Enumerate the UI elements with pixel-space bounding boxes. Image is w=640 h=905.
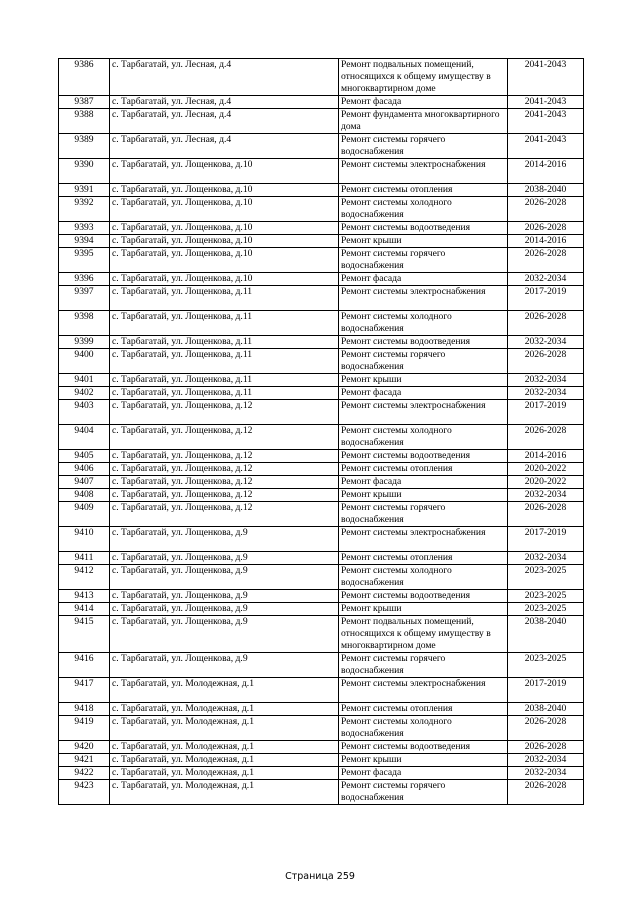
table-row (59, 565, 584, 590)
address-cell: с. Тарбагатай, ул. Молодежная, д.1 (110, 741, 339, 754)
address-cell: с. Тарбагатай, ул. Лощенкова, д.10 (110, 159, 339, 184)
period-cell: 2020-2022 (508, 476, 584, 489)
work-type-cell: Ремонт фасада (339, 387, 508, 400)
row-number: 9420 (59, 741, 110, 754)
work-type-cell: Ремонт фундамента многоквартирного дома (339, 109, 508, 134)
work-type-cell: Ремонт фасада (339, 767, 508, 780)
row-number: 9398 (59, 311, 110, 336)
row-number: 9412 (59, 565, 110, 590)
work-type-cell: Ремонт системы водоотведения (339, 222, 508, 235)
table-row (59, 616, 584, 653)
row-number: 9423 (59, 780, 110, 805)
row-number: 9402 (59, 387, 110, 400)
table-row (59, 235, 584, 248)
table-row (59, 184, 584, 197)
address-cell: с. Тарбагатай, ул. Лощенкова, д.12 (110, 400, 339, 425)
work-type-cell: Ремонт системы горячего водоснабжения (339, 780, 508, 805)
address-cell: с. Тарбагатай, ул. Лощенкова, д.12 (110, 425, 339, 450)
table-row (59, 349, 584, 374)
row-number: 9389 (59, 134, 110, 159)
work-type-cell: Ремонт системы горячего водоснабжения (339, 248, 508, 273)
work-type-cell: Ремонт системы горячего водоснабжения (339, 502, 508, 527)
row-number: 9409 (59, 502, 110, 527)
work-type-cell: Ремонт крыши (339, 235, 508, 248)
row-number: 9390 (59, 159, 110, 184)
work-type-cell: Ремонт фасада (339, 273, 508, 286)
period-cell: 2017-2019 (508, 400, 584, 425)
period-cell: 2017-2019 (508, 286, 584, 311)
row-number: 9391 (59, 184, 110, 197)
table-row (59, 248, 584, 273)
row-number: 9387 (59, 96, 110, 109)
address-cell: с. Тарбагатай, ул. Лощенкова, д.9 (110, 552, 339, 565)
address-cell: с. Тарбагатай, ул. Лощенкова, д.10 (110, 273, 339, 286)
period-cell: 2026-2028 (508, 248, 584, 273)
table-row (59, 159, 584, 184)
address-cell: с. Тарбагатай, ул. Молодежная, д.1 (110, 716, 339, 741)
table-row (59, 678, 584, 703)
period-cell: 2032-2034 (508, 273, 584, 286)
address-cell: с. Тарбагатай, ул. Молодежная, д.1 (110, 678, 339, 703)
period-cell: 2014-2016 (508, 235, 584, 248)
row-number: 9396 (59, 273, 110, 286)
period-cell: 2026-2028 (508, 780, 584, 805)
row-number: 9395 (59, 248, 110, 273)
table-row (59, 197, 584, 222)
address-cell: с. Тарбагатай, ул. Лощенкова, д.10 (110, 197, 339, 222)
period-cell: 2032-2034 (508, 336, 584, 349)
work-type-cell: Ремонт подвальных помещений, относящихся к общему имуществу в многоквартирном доме (339, 616, 508, 653)
period-cell: 2026-2028 (508, 349, 584, 374)
table-body (59, 59, 584, 805)
table-row (59, 754, 584, 767)
period-cell: 2032-2034 (508, 754, 584, 767)
row-number: 9405 (59, 450, 110, 463)
period-cell: 2023-2025 (508, 590, 584, 603)
work-type-cell: Ремонт крыши (339, 603, 508, 616)
address-cell: с. Тарбагатай, ул. Лощенкова, д.9 (110, 565, 339, 590)
work-type-cell: Ремонт системы отопления (339, 463, 508, 476)
address-cell: с. Тарбагатай, ул. Лощенкова, д.11 (110, 311, 339, 336)
period-cell: 2041-2043 (508, 134, 584, 159)
work-type-cell: Ремонт системы электроснабжения (339, 527, 508, 552)
work-type-cell: Ремонт фасада (339, 476, 508, 489)
table-row (59, 767, 584, 780)
address-cell: с. Тарбагатай, ул. Лощенкова, д.12 (110, 502, 339, 527)
table-row (59, 134, 584, 159)
address-cell: с. Тарбагатай, ул. Лощенкова, д.9 (110, 590, 339, 603)
work-type-cell: Ремонт системы холодного водоснабжения (339, 716, 508, 741)
address-cell: с. Тарбагатай, ул. Лощенкова, д.10 (110, 184, 339, 197)
row-number: 9404 (59, 425, 110, 450)
table-row (59, 109, 584, 134)
work-type-cell: Ремонт системы водоотведения (339, 741, 508, 754)
row-number: 9419 (59, 716, 110, 741)
row-number: 9397 (59, 286, 110, 311)
address-cell: с. Тарбагатай, ул. Молодежная, д.1 (110, 780, 339, 805)
address-cell: с. Тарбагатай, ул. Лощенкова, д.9 (110, 603, 339, 616)
period-cell: 2014-2016 (508, 159, 584, 184)
table-row (59, 489, 584, 502)
table-row (59, 463, 584, 476)
period-cell: 2038-2040 (508, 703, 584, 716)
work-type-cell: Ремонт системы отопления (339, 703, 508, 716)
address-cell: с. Тарбагатай, ул. Лощенкова, д.10 (110, 235, 339, 248)
table-row (59, 502, 584, 527)
row-number: 9417 (59, 678, 110, 703)
work-type-cell: Ремонт системы отопления (339, 184, 508, 197)
period-cell: 2041-2043 (508, 96, 584, 109)
address-cell: с. Тарбагатай, ул. Лощенкова, д.11 (110, 374, 339, 387)
table-row (59, 450, 584, 463)
period-cell: 2017-2019 (508, 678, 584, 703)
table-row (59, 400, 584, 425)
work-type-cell: Ремонт системы электроснабжения (339, 678, 508, 703)
row-number: 9415 (59, 616, 110, 653)
work-type-cell: Ремонт системы холодного водоснабжения (339, 197, 508, 222)
period-cell: 2014-2016 (508, 450, 584, 463)
table-row (59, 374, 584, 387)
work-type-cell: Ремонт системы холодного водоснабжения (339, 565, 508, 590)
table-row (59, 780, 584, 805)
table-row (59, 527, 584, 552)
table-row (59, 311, 584, 336)
period-cell: 2041-2043 (508, 59, 584, 96)
work-type-cell: Ремонт системы отопления (339, 552, 508, 565)
address-cell: с. Тарбагатай, ул. Лощенкова, д.9 (110, 527, 339, 552)
row-number: 9399 (59, 336, 110, 349)
row-number: 9406 (59, 463, 110, 476)
row-number: 9422 (59, 767, 110, 780)
work-type-cell: Ремонт системы водоотведения (339, 590, 508, 603)
work-type-cell: Ремонт системы электроснабжения (339, 400, 508, 425)
address-cell: с. Тарбагатай, ул. Лощенкова, д.11 (110, 286, 339, 311)
address-cell: с. Тарбагатай, ул. Лощенкова, д.11 (110, 387, 339, 400)
period-cell: 2032-2034 (508, 374, 584, 387)
table-row (59, 96, 584, 109)
table-row (59, 590, 584, 603)
address-cell: с. Тарбагатай, ул. Лощенкова, д.12 (110, 476, 339, 489)
table-row (59, 476, 584, 489)
address-cell: с. Тарбагатай, ул. Лесная, д.4 (110, 109, 339, 134)
row-number: 9392 (59, 197, 110, 222)
work-type-cell: Ремонт системы электроснабжения (339, 159, 508, 184)
row-number: 9418 (59, 703, 110, 716)
row-number: 9407 (59, 476, 110, 489)
period-cell: 2026-2028 (508, 716, 584, 741)
row-number: 9411 (59, 552, 110, 565)
table-row (59, 336, 584, 349)
repair-schedule-table (58, 58, 584, 805)
period-cell: 2026-2028 (508, 741, 584, 754)
period-cell: 2026-2028 (508, 197, 584, 222)
row-number: 9414 (59, 603, 110, 616)
period-cell: 2026-2028 (508, 222, 584, 235)
address-cell: с. Тарбагатай, ул. Лесная, д.4 (110, 59, 339, 96)
address-cell: с. Тарбагатай, ул. Лощенкова, д.11 (110, 336, 339, 349)
address-cell: с. Тарбагатай, ул. Молодежная, д.1 (110, 703, 339, 716)
table-row (59, 741, 584, 754)
row-number: 9393 (59, 222, 110, 235)
work-type-cell: Ремонт крыши (339, 374, 508, 387)
period-cell: 2038-2040 (508, 616, 584, 653)
table-row (59, 222, 584, 235)
work-type-cell: Ремонт системы холодного водоснабжения (339, 425, 508, 450)
period-cell: 2032-2034 (508, 387, 584, 400)
work-type-cell: Ремонт фасада (339, 96, 508, 109)
table-row (59, 703, 584, 716)
period-cell: 2026-2028 (508, 502, 584, 527)
table-row (59, 653, 584, 678)
work-type-cell: Ремонт подвальных помещений, относящихся к общему имуществу в многоквартирном доме (339, 59, 508, 96)
row-number: 9413 (59, 590, 110, 603)
period-cell: 2026-2028 (508, 425, 584, 450)
table-row (59, 552, 584, 565)
row-number: 9400 (59, 349, 110, 374)
row-number: 9388 (59, 109, 110, 134)
table-row (59, 603, 584, 616)
period-cell: 2017-2019 (508, 527, 584, 552)
period-cell: 2032-2034 (508, 489, 584, 502)
period-cell: 2041-2043 (508, 109, 584, 134)
work-type-cell: Ремонт системы водоотведения (339, 450, 508, 463)
table-row (59, 273, 584, 286)
address-cell: с. Тарбагатай, ул. Лощенкова, д.12 (110, 463, 339, 476)
row-number: 9421 (59, 754, 110, 767)
table-row (59, 286, 584, 311)
work-type-cell: Ремонт крыши (339, 489, 508, 502)
address-cell: с. Тарбагатай, ул. Лощенкова, д.10 (110, 222, 339, 235)
table-row (59, 387, 584, 400)
row-number: 9401 (59, 374, 110, 387)
table-row (59, 425, 584, 450)
work-type-cell: Ремонт системы водоотведения (339, 336, 508, 349)
period-cell: 2023-2025 (508, 565, 584, 590)
address-cell: с. Тарбагатай, ул. Лощенкова, д.12 (110, 450, 339, 463)
work-type-cell: Ремонт системы электроснабжения (339, 286, 508, 311)
period-cell: 2020-2022 (508, 463, 584, 476)
period-cell: 2032-2034 (508, 767, 584, 780)
table-row (59, 59, 584, 96)
address-cell: с. Тарбагатай, ул. Лесная, д.4 (110, 134, 339, 159)
work-type-cell: Ремонт системы горячего водоснабжения (339, 653, 508, 678)
address-cell: с. Тарбагатай, ул. Лощенкова, д.10 (110, 248, 339, 273)
page-number: Страница 259 (285, 871, 355, 882)
row-number: 9416 (59, 653, 110, 678)
work-type-cell: Ремонт системы горячего водоснабжения (339, 134, 508, 159)
work-type-cell: Ремонт крыши (339, 754, 508, 767)
period-cell: 2023-2025 (508, 653, 584, 678)
period-cell: 2032-2034 (508, 552, 584, 565)
row-number: 9394 (59, 235, 110, 248)
row-number: 9386 (59, 59, 110, 96)
address-cell: с. Тарбагатай, ул. Лощенкова, д.11 (110, 349, 339, 374)
period-cell: 2038-2040 (508, 184, 584, 197)
period-cell: 2026-2028 (508, 311, 584, 336)
period-cell: 2023-2025 (508, 603, 584, 616)
row-number: 9408 (59, 489, 110, 502)
work-type-cell: Ремонт системы холодного водоснабжения (339, 311, 508, 336)
address-cell: с. Тарбагатай, ул. Лощенкова, д.12 (110, 489, 339, 502)
row-number: 9410 (59, 527, 110, 552)
address-cell: с. Тарбагатай, ул. Молодежная, д.1 (110, 767, 339, 780)
table-row (59, 716, 584, 741)
address-cell: с. Тарбагатай, ул. Лесная, д.4 (110, 96, 339, 109)
work-type-cell: Ремонт системы горячего водоснабжения (339, 349, 508, 374)
row-number: 9403 (59, 400, 110, 425)
address-cell: с. Тарбагатай, ул. Молодежная, д.1 (110, 754, 339, 767)
address-cell: с. Тарбагатай, ул. Лощенкова, д.9 (110, 616, 339, 653)
address-cell: с. Тарбагатай, ул. Лощенкова, д.9 (110, 653, 339, 678)
